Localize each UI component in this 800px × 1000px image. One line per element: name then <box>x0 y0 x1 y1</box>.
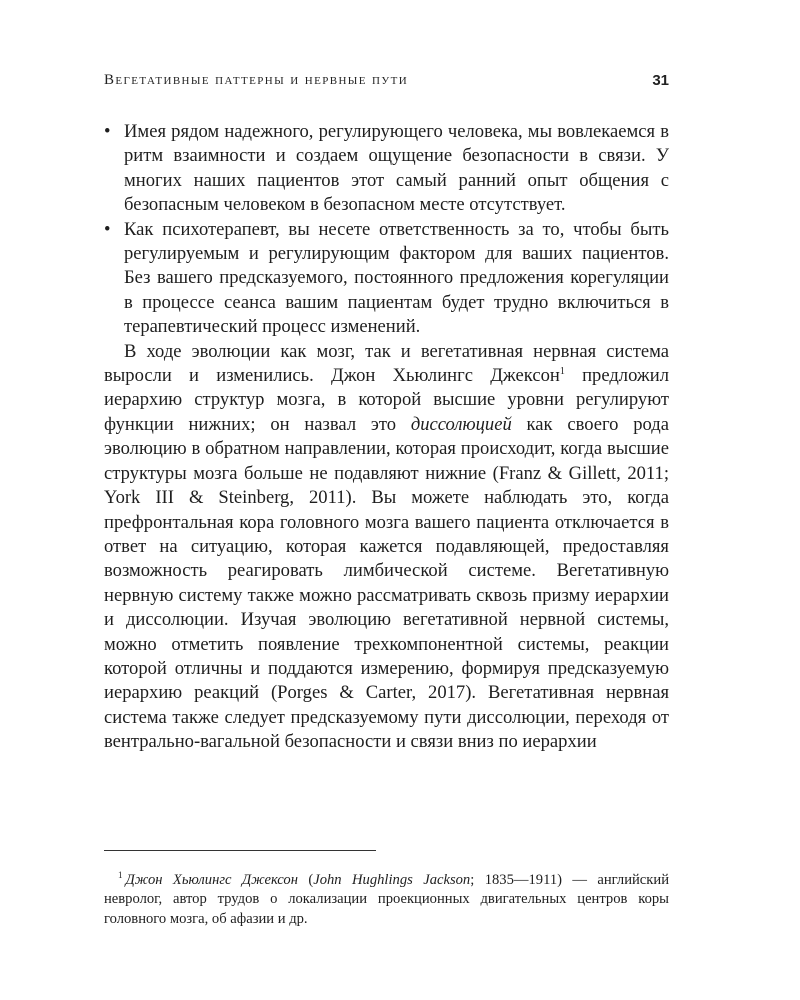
bullet-item <box>104 120 669 218</box>
body-text <box>104 120 669 755</box>
italic-term: диссолюцией <box>410 413 512 435</box>
paragraph-text-3: как своего рода эволюцию в обратном направлении, которая происходит, когда высшие структуры мозга больше не подавляют нижние (Franz & Gillett, 2011; York III & Steinberg, 2011). Вы можете наблюдать это, когда префронтальная кора головного мозга вашего пациента отключается в ответ на ситуацию, которая кажется подавляющей, предоставляя возможность реагировать лимбической системе. Вегетативную нервную систему также можно рассматривать сквозь призму иерархии и диссолюции. Изучая эволюцию вегетативной нервной системы, можно отметить появление трехкомпонентной системы, реакции которой отличны и поддаются измерению, формируя предсказуемую иерархию реакций (Porges & Carter, 2017). Вегетативная нервная система также следует предсказуемому пути диссолюции, переходя от вентрально-вагальной безопасности и связи вниз по иерархии <box>104 413 669 753</box>
bullet-icon: • <box>104 218 111 240</box>
bullet-text: Имея рядом надежного, регулирующего человека, мы вовлекаемся в ритм взаимности и создаем ощущение безопасности в связи. У многих наших пациентов этот самый ранний опыт общения с безопасным человеком в безопасном месте отсутствует. <box>124 121 669 216</box>
footnote-paren: ( <box>297 871 314 888</box>
bullet-text: Как психотерапевт, вы несете ответственность за то, чтобы быть регулируемым и регулирующим фактором для ваших пациентов. Без вашего предсказуемого, постоянного предложения корегуляции в процессе сеанса вашим пациентам будет трудно включиться в терапевтический процесс изменений. <box>124 218 669 338</box>
footnote-text: ; 1835—1911) — английский невролог, автор трудов о локализации проекционных двигательных центров коры головного мозга, об афазии и др. <box>104 871 669 927</box>
paragraph-text-1: В ходе эволюции как мозг, так и вегетативная нервная система выросли и изменились. Джон Хьюлингс Джексон <box>104 340 669 387</box>
footnote-reference[interactable]: 1 <box>559 365 565 377</box>
page-number: 31 <box>652 72 669 89</box>
footnote <box>104 871 669 930</box>
bullet-item <box>104 218 669 340</box>
main-paragraph <box>104 340 669 755</box>
footnote-marker: 1 <box>118 869 123 880</box>
paragraph-text-2: предложил иерархию структур мозга, в которой высшие уровни регулируют функции нижних; он назвал это <box>104 365 669 435</box>
bullet-icon: • <box>104 121 111 142</box>
running-title: Вегетативные паттерны и нервные пути <box>104 72 409 88</box>
footnote-latin-name: John Hughlings Jackson <box>313 871 471 888</box>
footnote-name: Джон Хьюлингс Джексон <box>125 871 298 888</box>
footnote-divider <box>104 850 376 851</box>
bullet-list <box>104 120 669 340</box>
